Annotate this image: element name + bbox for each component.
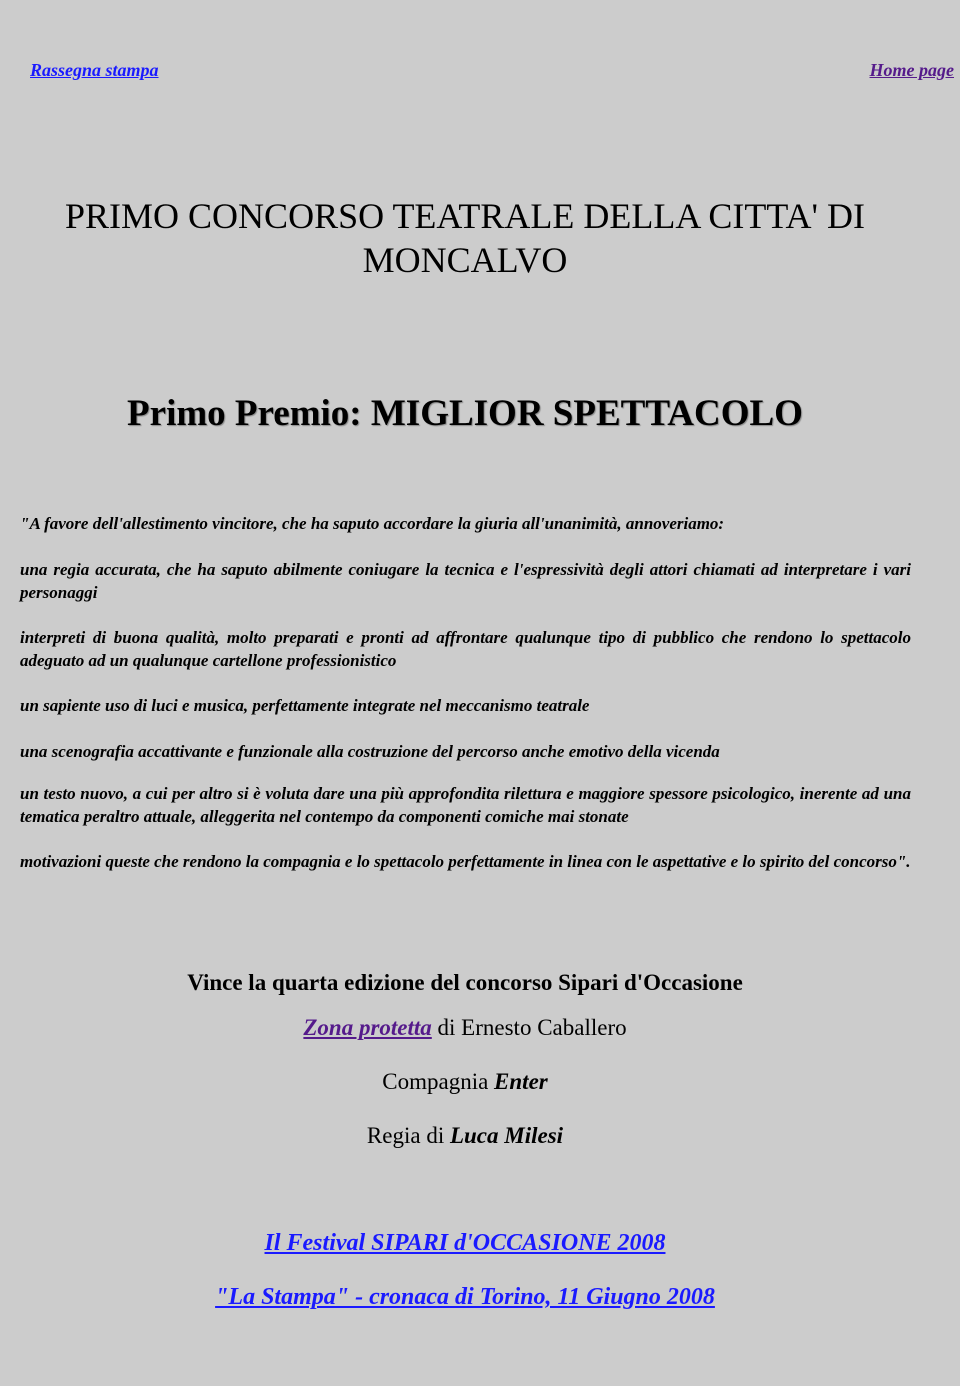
- citation-paragraph: una scenografia accattivante e funzionale alla costruzione del percorso anche emotivo della vicenda: [20, 742, 720, 761]
- top-navigation: [0, 60, 960, 90]
- director-prefix: Regia di: [366, 1123, 450, 1148]
- citation-paragraph: interpreti di buona qualità, molto preparati e pronti ad affrontare qualunque tipo di pubblico che rendono lo spettacolo adeguato ad un qualunque cartellone professionistico: [20, 628, 911, 670]
- play-author: di Ernesto Caballero: [431, 1015, 627, 1040]
- home-page-link[interactable]: Home page: [869, 60, 954, 80]
- citation-paragraph: "A favore dell'allestimento vincitore, che ha saputo accordare la giuria all'unanimità, annoveriamo:: [20, 514, 725, 533]
- la-stampa-link[interactable]: "La Stampa" - cronaca di Torino, 11 Giugno 2008: [215, 1284, 715, 1310]
- director-name: Luca Milesi: [449, 1123, 564, 1148]
- citation-paragraph: una regia accurata, che ha saputo abilmente coniugare la tecnica e l'espressività degli attori chiamati ad interpretare i vari personaggi: [20, 560, 911, 602]
- company-prefix: Compagnia: [382, 1069, 495, 1094]
- citation-paragraph: un sapiente uso di luci e musica, perfettamente integrate nel meccanismo teatrale: [20, 696, 590, 715]
- citation-paragraph: motivazioni queste che rendono la compagnia e lo spettacolo perfettamente in linea con le aspettative e lo spirito del concorso".: [20, 852, 911, 871]
- page-title-line-2: MONCALVO: [362, 240, 568, 280]
- citation-paragraph: un testo nuovo, a cui per altro si è voluta dare una più approfondita rilettura e maggiore spessore psicologico, inerente ad una tematica peraltro attuale, alleggerita nel contempo da componenti comiche mai stonate: [20, 784, 911, 826]
- company-name: Enter: [494, 1069, 548, 1094]
- play-title-link[interactable]: Zona protetta: [303, 1015, 432, 1040]
- jury-citation: [20, 512, 911, 873]
- winner-director: [0, 1123, 930, 1149]
- prize-heading: Primo Premio: MIGLIOR SPETTACOLO: [127, 393, 803, 434]
- winner-company: [0, 1069, 930, 1095]
- festival-link[interactable]: Il Festival SIPARI d'OCCASIONE 2008: [264, 1230, 666, 1256]
- press-link-row: [0, 1284, 930, 1311]
- winner-play: [0, 1015, 930, 1041]
- page-title: [0, 194, 930, 282]
- page-title-line-1: PRIMO CONCORSO TEATRALE DELLA CITTA' DI: [65, 196, 865, 236]
- winner-heading: Vince la quarta edizione del concorso Sipari d'Occasione: [187, 970, 743, 995]
- rassegna-stampa-link[interactable]: Rassegna stampa: [30, 60, 159, 80]
- festival-link-row: [0, 1230, 930, 1257]
